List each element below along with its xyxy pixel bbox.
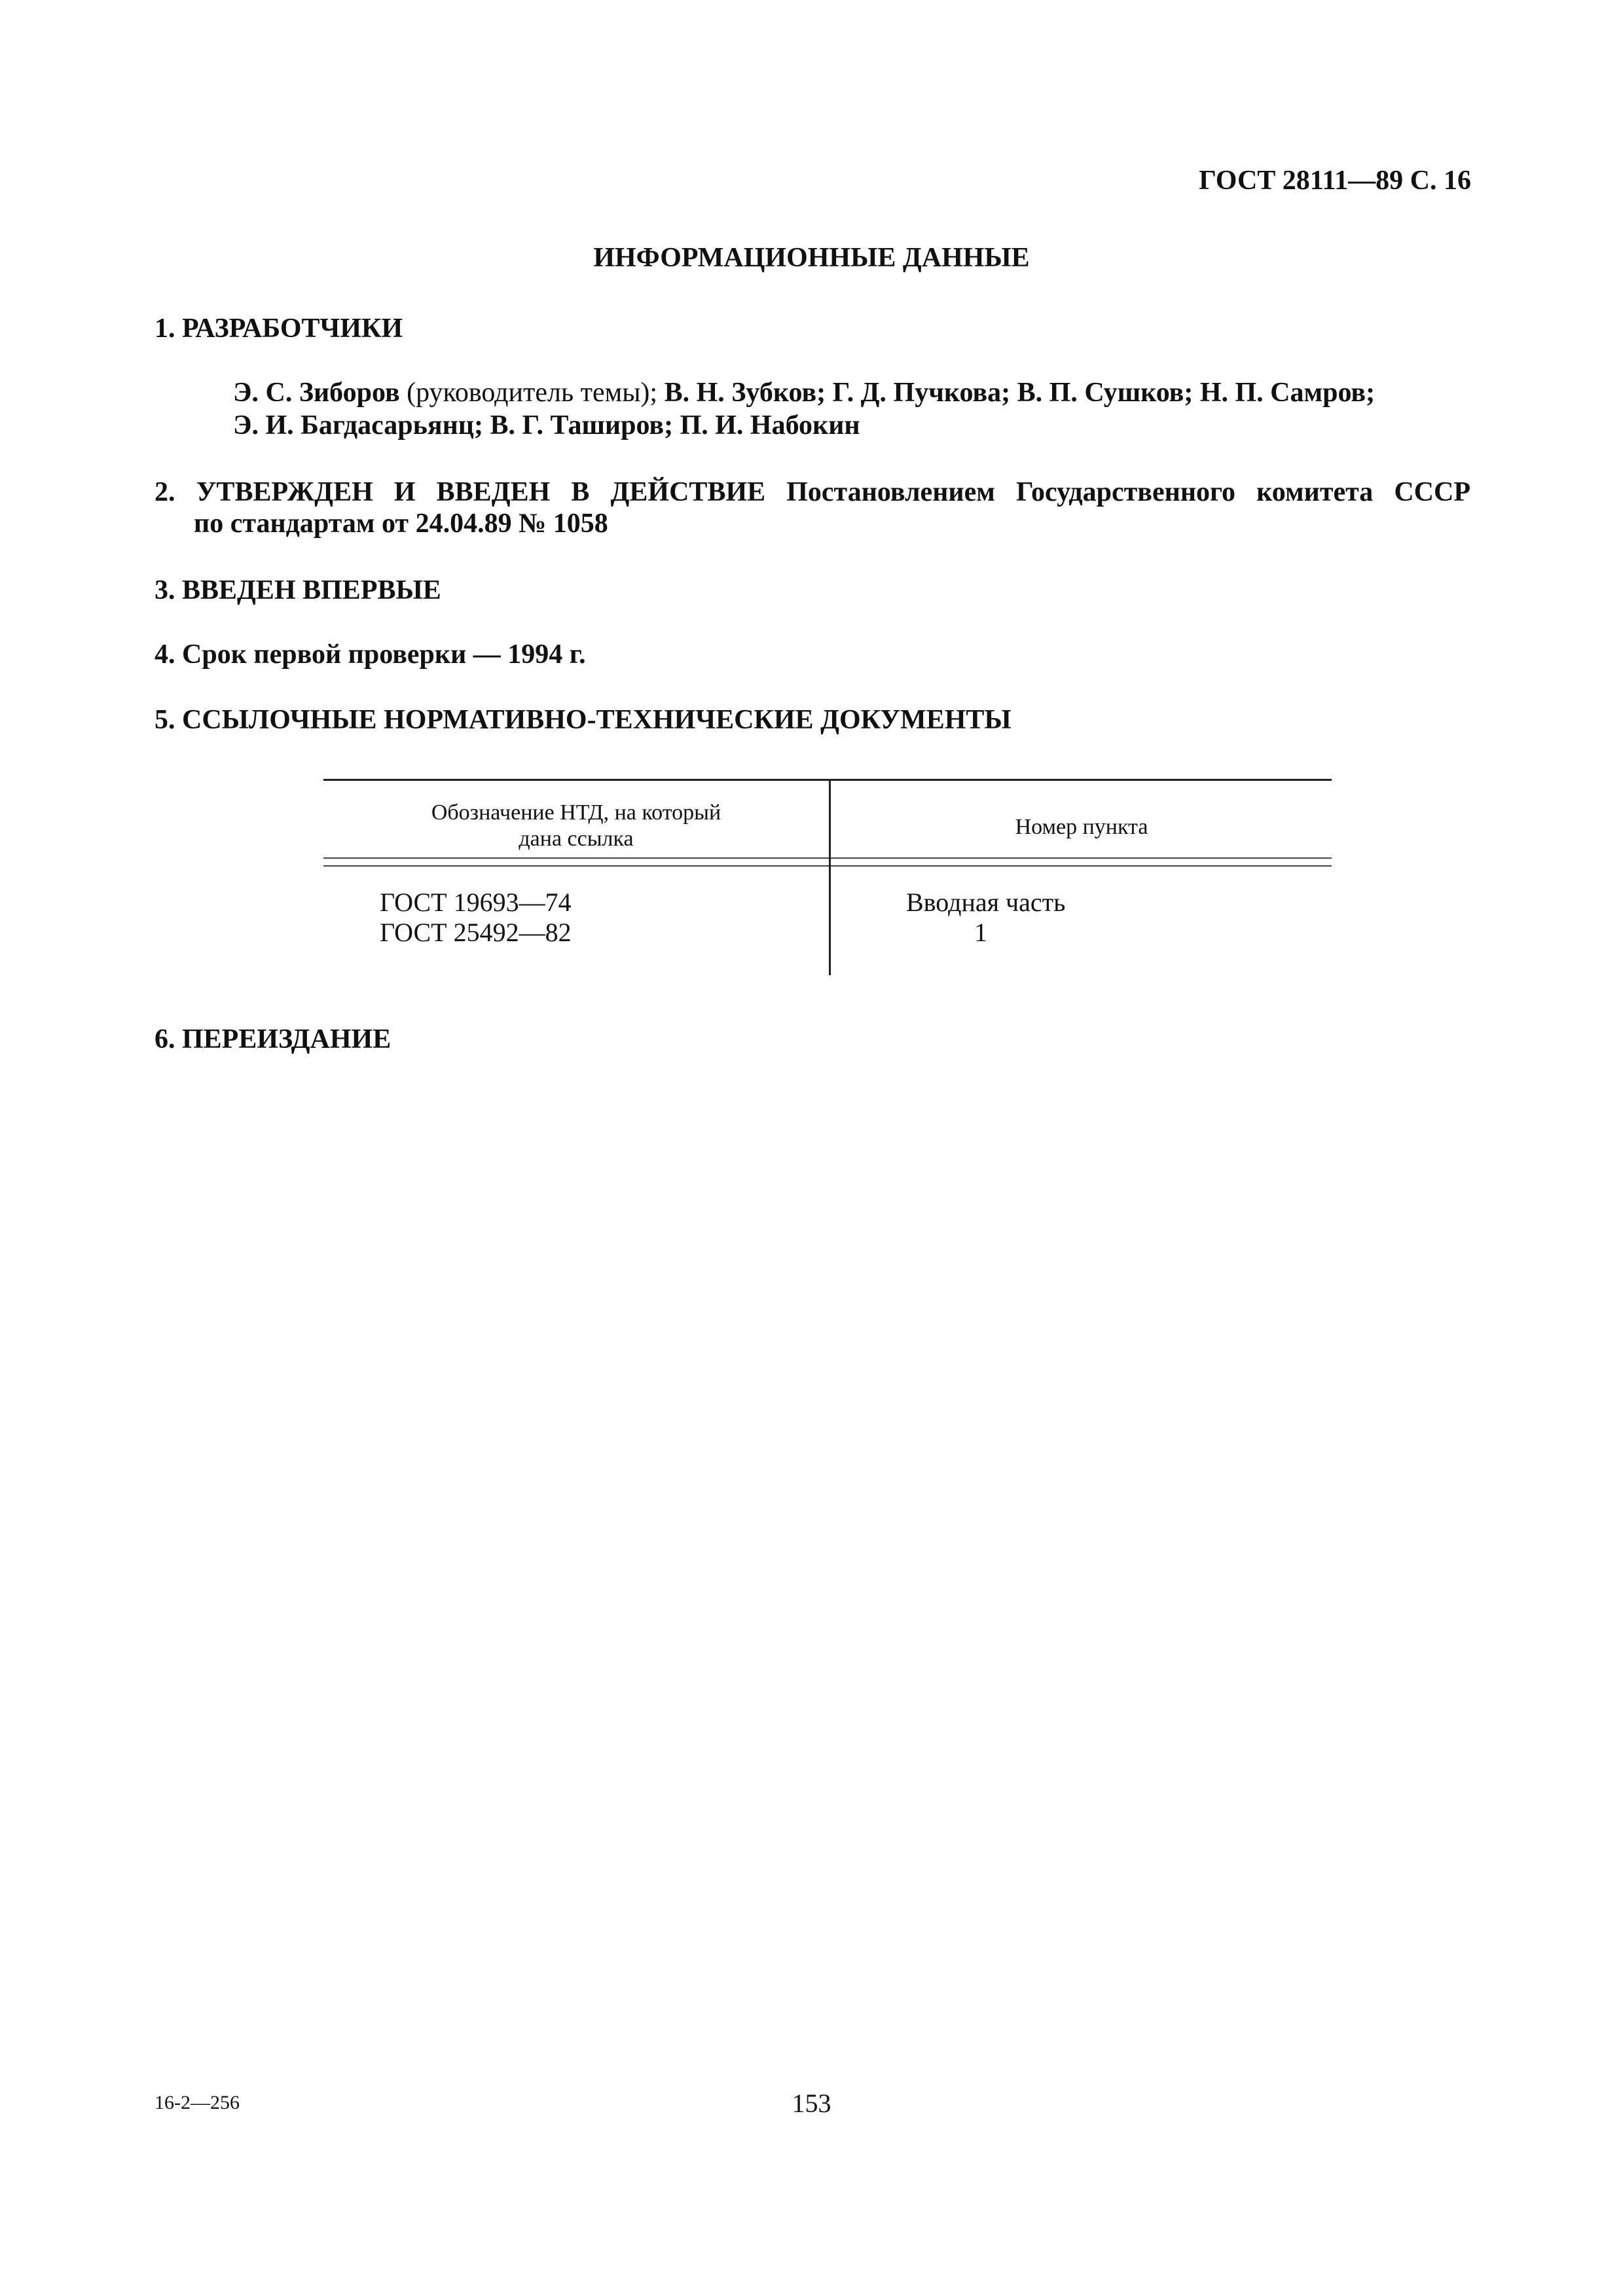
page-number: 153 [792,2089,831,2118]
section-1-body [233,376,1470,442]
section-6-heading: 6. ПЕРЕИЗДАНИЕ [155,1024,392,1054]
table-header-rule-double [323,865,1332,867]
section-2-line-2: по стандартам от 24.04.89 № 1058 [194,509,608,539]
table-column-divider [829,779,831,975]
table-header-document-line-2: дана ссылка [519,827,634,851]
section-1-heading: 1. РАЗРАБОТЧИКИ [155,314,403,344]
section-5-heading: 5. ССЫЛОЧНЫЕ НОРМАТИВНО-ТЕХНИЧЕСКИЕ ДОКУМЕНТЫ [155,705,1012,735]
table-header-clause: Номер пункта [1015,815,1148,839]
document-title: ИНФОРМАЦИОННЫЕ ДАННЫЕ [593,243,1030,273]
lead-developer-name: Э. С. Зиборов [233,378,400,408]
section-4-heading: 4. Срок первой проверки — 1994 г. [155,639,586,670]
table-header-rule [323,857,1332,859]
table-header-document-line-1: Обозначение НТД, на который [431,800,721,825]
section-2-line-1: 2. УТВЕРЖДЕН И ВВЕДЕН В ДЕЙСТВИЕ Постановлением Государственного комитета СССР [155,477,1470,507]
footer-code: 16-2—256 [155,2092,240,2113]
table-cell-doc-1: ГОСТ 19693—74 [380,888,572,917]
table-cell-doc-2: ГОСТ 25492—82 [380,918,572,947]
table-top-rule [323,779,1332,781]
lead-developer-role: (руководитель темы); [399,378,665,408]
developer-names-2: Э. И. Багдасарьянц; В. Г. Таширов; П. И. Набокин [233,410,860,440]
section-3-heading: 3. ВВЕДЕН ВПЕРВЫЕ [155,575,441,605]
section-2 [155,476,1470,539]
table-cell-clause-1: Вводная часть [906,888,1066,917]
table-cell-clause-2: 1 [974,918,987,947]
developers-line-1 [233,376,1470,409]
table-header-document [367,800,786,852]
developer-names-1: В. Н. Зубков; Г. Д. Пучкова; В. П. Сушков; Н. П. Самров; [664,378,1376,408]
page-reference: ГОСТ 28111—89 С. 16 [1199,166,1471,196]
